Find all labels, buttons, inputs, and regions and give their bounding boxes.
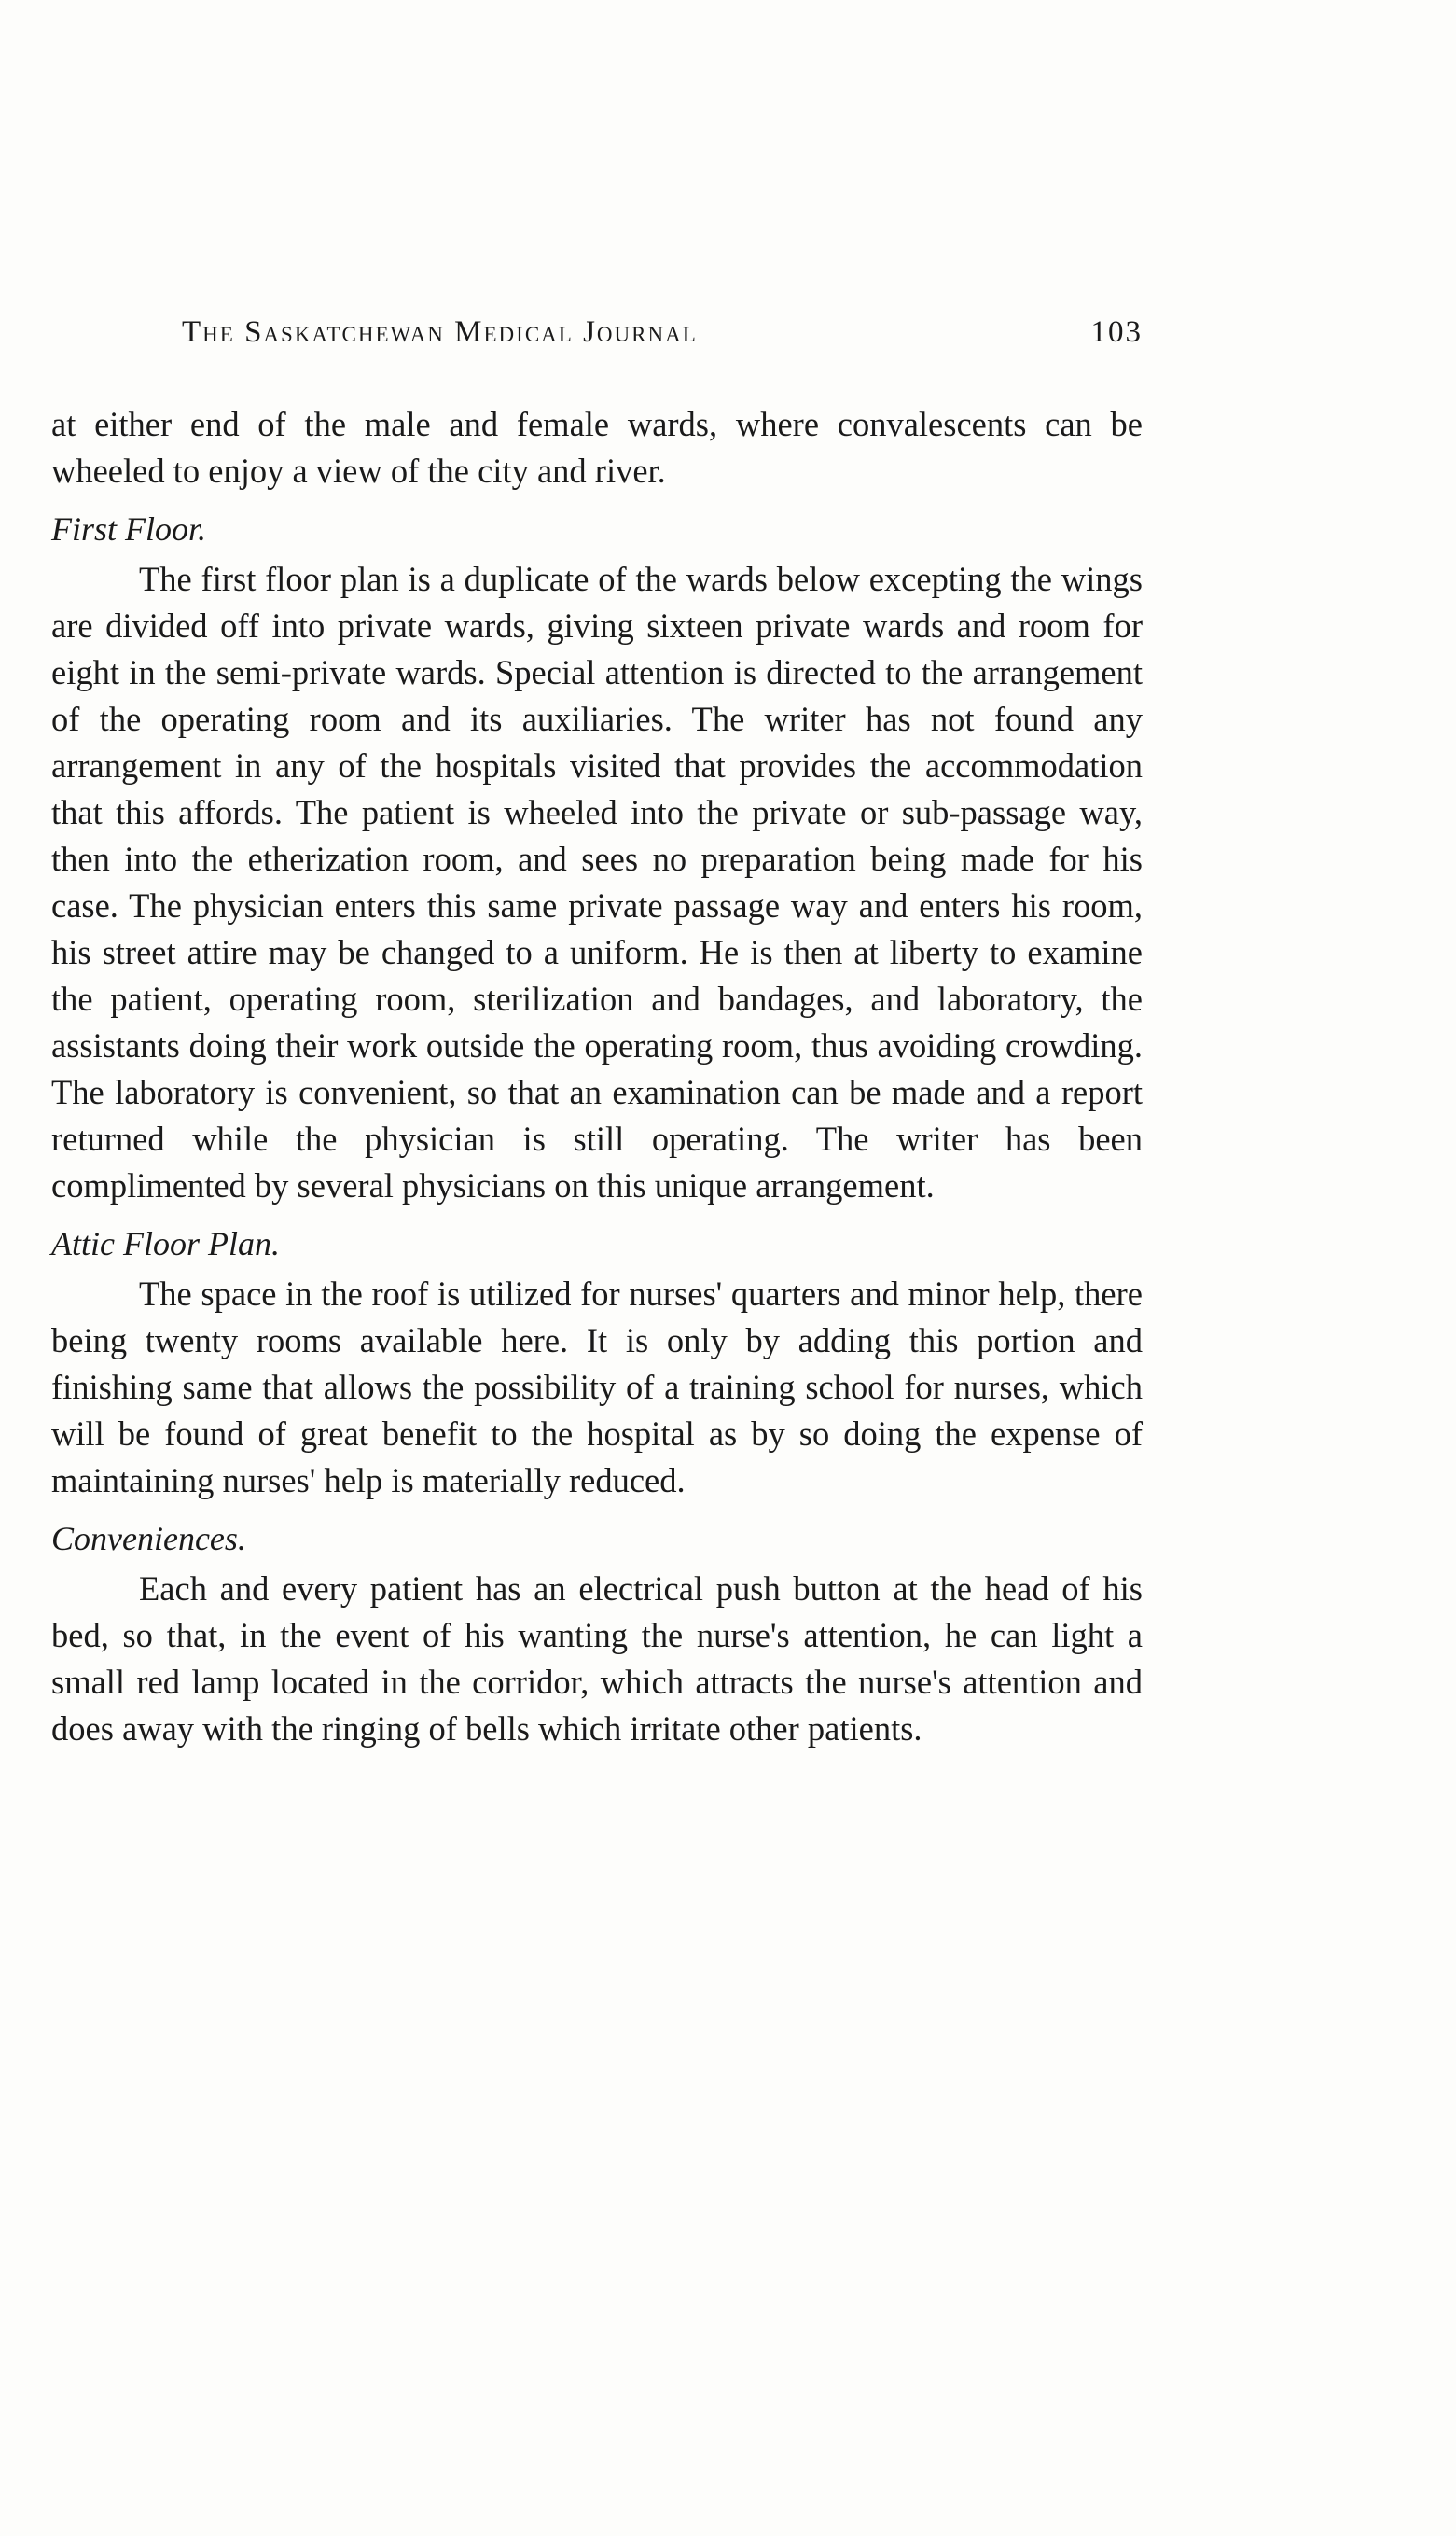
page-number: 103 [1090, 315, 1143, 349]
running-title: The Saskatchewan Medical Journal [182, 315, 698, 349]
section-paragraph-conveniences: Each and every patient has an electrical push button at the head of his bed, so that, in the event of his wanting the nurse's attention, he can light a small red lamp located in the corridor, which attracts the nurse's attention and does away with the ringing of bells which irritate other patients. [51, 1569, 1143, 1748]
section-paragraph-first-floor: The first floor plan is a duplicate of the wards below excepting the wings are divided off into private wards, giving sixteen private wards and room for eight in the semi-private wards. Special attention is directed to the arrangement of the operating room and its auxiliaries. The writer has not found any arrangement in any of the hospitals visited that provides the accommodation that this affords. The patient is wheeled into the private or sub-passage way, then into the etherization room, and sees no preparation being made for his case. The physician enters this same private passage way and enters his room, his street attire may be changed to a uniform. He is then at liberty to examine the patient, operating room, sterilization and bandages, and laboratory, the assistants doing their work outside the operating room, thus avoiding crowding. The laboratory is convenient, so that an examination can be made and a report returned while the physician is still operating. The writer has been complimented by several physicians on this unique arrangement. [51, 560, 1143, 1205]
article-body [51, 401, 1143, 1752]
section-heading-first-floor: First Floor. [51, 510, 207, 548]
section-heading-attic-floor-plan: Attic Floor Plan. [51, 1225, 280, 1262]
running-head [182, 315, 1143, 362]
section-heading-conveniences: Conveniences. [51, 1520, 246, 1557]
continuation-paragraph: at either end of the male and female wards, where convalescents can be wheeled to enjoy a view of the city and river. [51, 405, 1143, 490]
section-paragraph-attic-floor-plan: The space in the roof is utilized for nurses' quarters and minor help, there being twenty rooms available here. It is only by adding this portion and finishing same that allows the possibility of a training school for nurses, which will be found of great benefit to the hospital as by so doing the expense of maintaining nurses' help is materially reduced. [51, 1275, 1143, 1499]
